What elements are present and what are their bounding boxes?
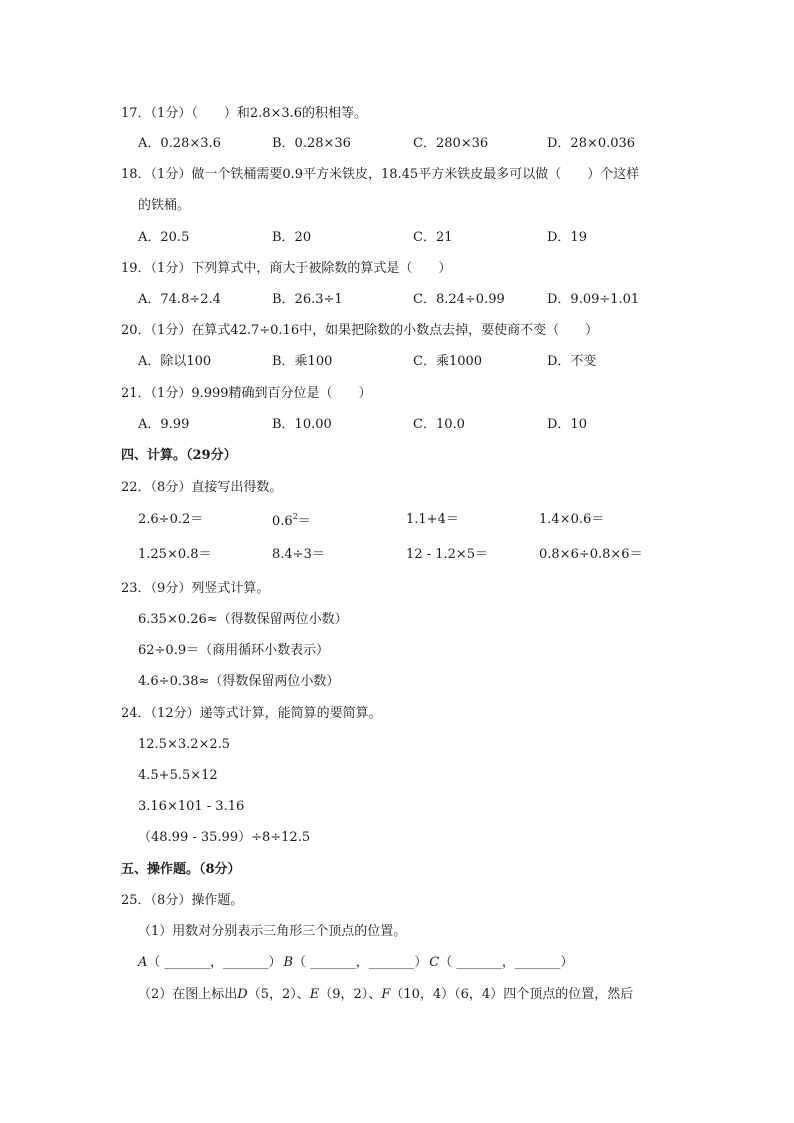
q22-item-7: 12 - 1.2×5＝ bbox=[406, 547, 489, 562]
q23-item-2: 62÷0.9＝（商用循环小数表示） bbox=[138, 643, 330, 658]
q20-option-c: C．乘1000 bbox=[413, 354, 483, 369]
q18-option-c: C．21 bbox=[413, 230, 453, 245]
q17-option-d: D．28×0.036 bbox=[547, 136, 636, 151]
q18-option-b: B．20 bbox=[272, 230, 312, 245]
q22-item-6: 8.4÷3＝ bbox=[272, 547, 325, 562]
q22-item-4: 1.4×0.6＝ bbox=[539, 512, 605, 527]
q19-option-d: D．9.09÷1.01 bbox=[547, 292, 640, 307]
q24-stem: 24．（12分）递等式计算，能简算的要简算。 bbox=[121, 706, 382, 721]
q22-item-5: 1.25×0.8＝ bbox=[138, 547, 212, 562]
q23-item-1: 6.35×0.26≈（得数保留两位小数） bbox=[138, 612, 348, 627]
q25-coordinate-blanks: A（ _______，_______） B（ _______，_______） C（ _______，_______） bbox=[138, 955, 574, 970]
q22-item-2: $0.6^2=$ bbox=[272, 512, 311, 529]
q23-item-3: 4.6÷0.38≈（得数保留两位小数） bbox=[138, 674, 340, 689]
q17-option-c: C．280×36 bbox=[413, 136, 489, 151]
q17-option-a: A．0.28×3.6 bbox=[138, 136, 221, 151]
q22-item-1: 2.6÷0.2＝ bbox=[138, 512, 204, 527]
section-5-title: 五、操作题。（8分） bbox=[121, 862, 241, 877]
q17-option-b: B．0.28×36 bbox=[272, 136, 351, 151]
q17-stem: 17．（1分）（ ）和2.8×3.6的积相等。 bbox=[121, 106, 368, 121]
q18-stem-continued: 的铁桶。 bbox=[138, 198, 191, 213]
section-4-title: 四、计算。（29分） bbox=[121, 448, 237, 463]
q21-option-a: A．9.99 bbox=[138, 417, 190, 432]
q22-item-8: 0.8×6÷0.8×6＝ bbox=[539, 547, 643, 562]
q25-sub2: （2）在图上标出D（5，2）、E（9，2）、F（10，4）（6，4）四个顶点的位置，然后 bbox=[138, 987, 634, 1002]
q25-stem: 25．（8分）操作题。 bbox=[121, 893, 244, 908]
q21-option-b: B．10.00 bbox=[272, 417, 332, 432]
q24-item-4: （48.99 - 35.99）÷8÷12.5 bbox=[138, 830, 311, 845]
q24-item-2: 4.5+5.5×12 bbox=[138, 768, 218, 783]
q19-option-a: A．74.8÷2.4 bbox=[138, 292, 221, 307]
q19-option-c: C．8.24÷0.99 bbox=[413, 292, 505, 307]
q20-option-a: A．除以100 bbox=[138, 354, 212, 369]
q19-option-b: B．26.3÷1 bbox=[272, 292, 343, 307]
q24-item-1: 12.5×3.2×2.5 bbox=[138, 737, 231, 752]
q23-stem: 23．（9分）列竖式计算。 bbox=[121, 581, 270, 596]
q21-option-c: C．10.0 bbox=[413, 417, 465, 432]
q21-option-d: D．10 bbox=[547, 417, 587, 432]
q21-stem: 21．（1分）9.999精确到百分位是（ ） bbox=[121, 386, 372, 401]
q18-stem: 18．（1分）做一个铁桶需要0.9平方米铁皮，18.45平方米铁皮最多可以做（ ）个这样 bbox=[121, 167, 640, 182]
q19-stem: 19．（1分）下列算式中，商大于被除数的算式是（ ） bbox=[121, 261, 452, 276]
q18-option-d: D．19 bbox=[547, 230, 587, 245]
q22-exponent: 2 bbox=[292, 512, 298, 521]
q20-stem: 20．（1分）在算式42.7÷0.16中，如果把除数的小数点去掉，要使商不变（ ） bbox=[121, 323, 599, 338]
q18-option-a: A．20.5 bbox=[138, 230, 190, 245]
q25-sub1: （1）用数对分别表示三角形三个顶点的位置。 bbox=[138, 924, 407, 939]
q22-item-3: 1.1+4＝ bbox=[406, 512, 459, 527]
q20-option-b: B．乘100 bbox=[272, 354, 333, 369]
q20-option-d: D．不变 bbox=[547, 354, 597, 369]
q22-stem: 22．（8分）直接写出得数。 bbox=[121, 480, 283, 495]
q24-item-3: 3.16×101 - 3.16 bbox=[138, 799, 245, 814]
